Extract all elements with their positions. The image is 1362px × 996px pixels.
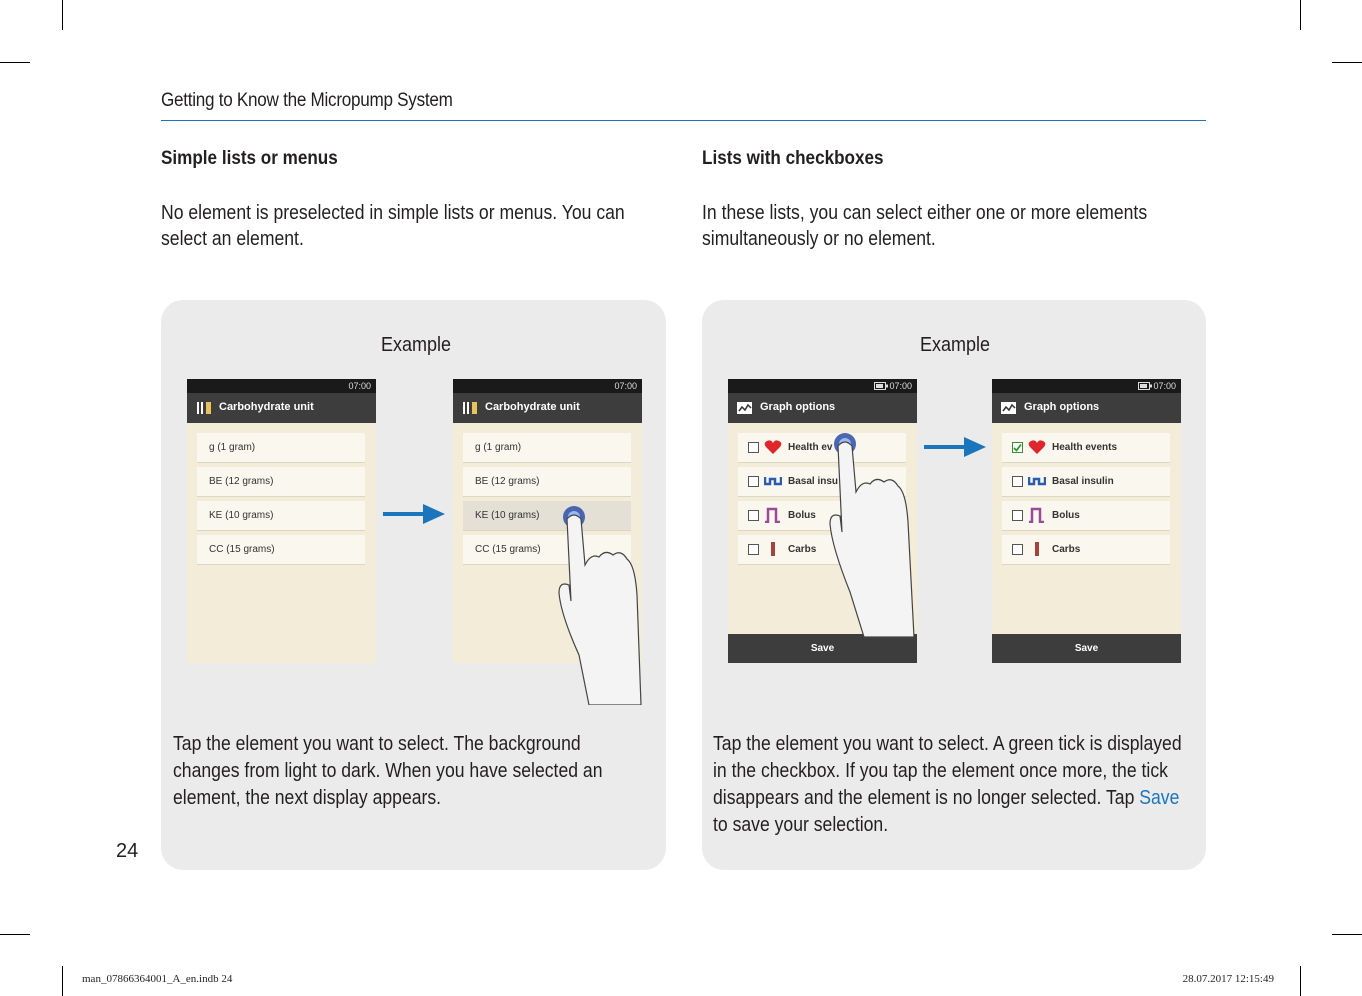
checkbox-item[interactable]: Basal insu [738, 467, 906, 497]
basal-insulin-icon [764, 473, 782, 489]
screen-title-bar [992, 393, 1181, 423]
status-bar [187, 379, 376, 393]
list-item-selected[interactable]: KE (10 grams) [463, 501, 631, 531]
status-time: 07:00 [1153, 381, 1176, 391]
screen-title-bar [728, 393, 917, 423]
screen-title-bar [187, 393, 376, 423]
checkbox-checked[interactable] [1012, 442, 1023, 453]
list-item[interactable]: KE (10 grams) [197, 501, 365, 531]
crop-mark [62, 0, 63, 30]
left-example-label: Example [381, 334, 452, 356]
checkbox-item-checked[interactable]: Health events [1002, 433, 1170, 463]
crop-mark [62, 966, 63, 996]
status-time: 07:00 [614, 381, 637, 391]
checkbox-item[interactable]: Bolus [738, 501, 906, 531]
right-heading: Lists with checkboxes [702, 148, 884, 169]
page-number: 24 [116, 840, 139, 862]
list-item[interactable]: BE (12 grams) [197, 467, 365, 497]
checkbox[interactable] [1012, 476, 1023, 487]
list-item[interactable]: g (1 gram) [197, 433, 365, 463]
checkbox[interactable] [748, 442, 759, 453]
list-item[interactable]: CC (15 grams) [463, 535, 631, 565]
carbs-icon [1028, 541, 1046, 557]
screen-title: Graph options [760, 401, 836, 413]
crop-mark [0, 62, 30, 63]
left-heading: Simple lists or menus [161, 148, 338, 169]
checkbox-item[interactable]: Bolus [1002, 501, 1170, 531]
tapping-hand-icon [555, 505, 645, 705]
status-bar [453, 379, 642, 393]
checkbox-item[interactable]: Carbs [738, 535, 906, 565]
graph-icon [736, 400, 754, 416]
checkbox[interactable] [748, 510, 759, 521]
crop-mark [1332, 934, 1362, 935]
checkbox-item[interactable]: Health ev [738, 433, 906, 463]
page-header: Getting to Know the Micropump System [161, 90, 453, 111]
checkbox-item[interactable]: Basal insulin [1002, 467, 1170, 497]
status-bar [728, 379, 917, 393]
battery-icon [874, 382, 888, 390]
left-paragraph: No element is preselected in simple lists or menus. You can select an element. [161, 202, 625, 250]
status-bar [992, 379, 1181, 393]
graph-icon [1000, 400, 1018, 416]
status-time: 07:00 [348, 381, 371, 391]
screen-carb-before [187, 379, 376, 663]
header-rule [161, 120, 1206, 121]
list-item[interactable]: CC (15 grams) [197, 535, 365, 565]
arrow-right-icon [924, 437, 986, 457]
crop-mark [1300, 0, 1301, 30]
screen-title-bar [453, 393, 642, 423]
heart-icon [764, 439, 782, 455]
tapping-hand-icon [826, 432, 918, 642]
crop-mark [1332, 62, 1362, 63]
screen-title: Graph options [1024, 401, 1100, 413]
checkbox[interactable] [748, 544, 759, 555]
battery-icon [1138, 382, 1152, 390]
screen-graph-after [992, 379, 1181, 663]
footer-filename: man_07866364001_A_en.indb 24 [82, 973, 233, 985]
right-example-label: Example [920, 334, 991, 356]
checkbox-item[interactable]: Carbs [1002, 535, 1170, 565]
arrow-right-icon [383, 504, 445, 524]
right-paragraph: In these lists, you can select either one or more elements simultaneously or no element. [702, 202, 1148, 250]
list-item[interactable]: BE (12 grams) [463, 467, 631, 497]
save-link: Save [1139, 787, 1180, 809]
checkbox[interactable] [1012, 544, 1023, 555]
caption-text: Tap the element you want to select. A green tick is displayed in the checkbox. If you tap the element once more, the tick disappears and the element is no longer selected. Tap [713, 733, 1182, 809]
footer-timestamp: 28.07.2017 12:15:49 [1182, 973, 1274, 985]
crop-mark [0, 934, 30, 935]
right-caption [713, 731, 1188, 839]
list-item[interactable]: g (1 gram) [463, 433, 631, 463]
status-time: 07:00 [889, 381, 912, 391]
fork-knife-icon [195, 400, 213, 416]
checkmark-icon [1013, 443, 1022, 452]
checkbox[interactable] [748, 476, 759, 487]
caption-text: to save your selection. [713, 814, 889, 836]
bolus-icon [764, 507, 782, 523]
save-button[interactable]: Save [992, 634, 1181, 663]
screen-title: Carbohydrate unit [219, 401, 314, 413]
left-caption: Tap the element you want to select. The background changes from light to dark. When you have selected an element, the next display appears. [173, 733, 603, 809]
crop-mark [1300, 966, 1301, 996]
checkbox[interactable] [1012, 510, 1023, 521]
fork-knife-icon [461, 400, 479, 416]
screen-title: Carbohydrate unit [485, 401, 580, 413]
basal-insulin-icon [1028, 473, 1046, 489]
carbs-icon [764, 541, 782, 557]
save-button[interactable]: Save [728, 634, 917, 663]
heart-icon [1028, 439, 1046, 455]
bolus-icon [1028, 507, 1046, 523]
